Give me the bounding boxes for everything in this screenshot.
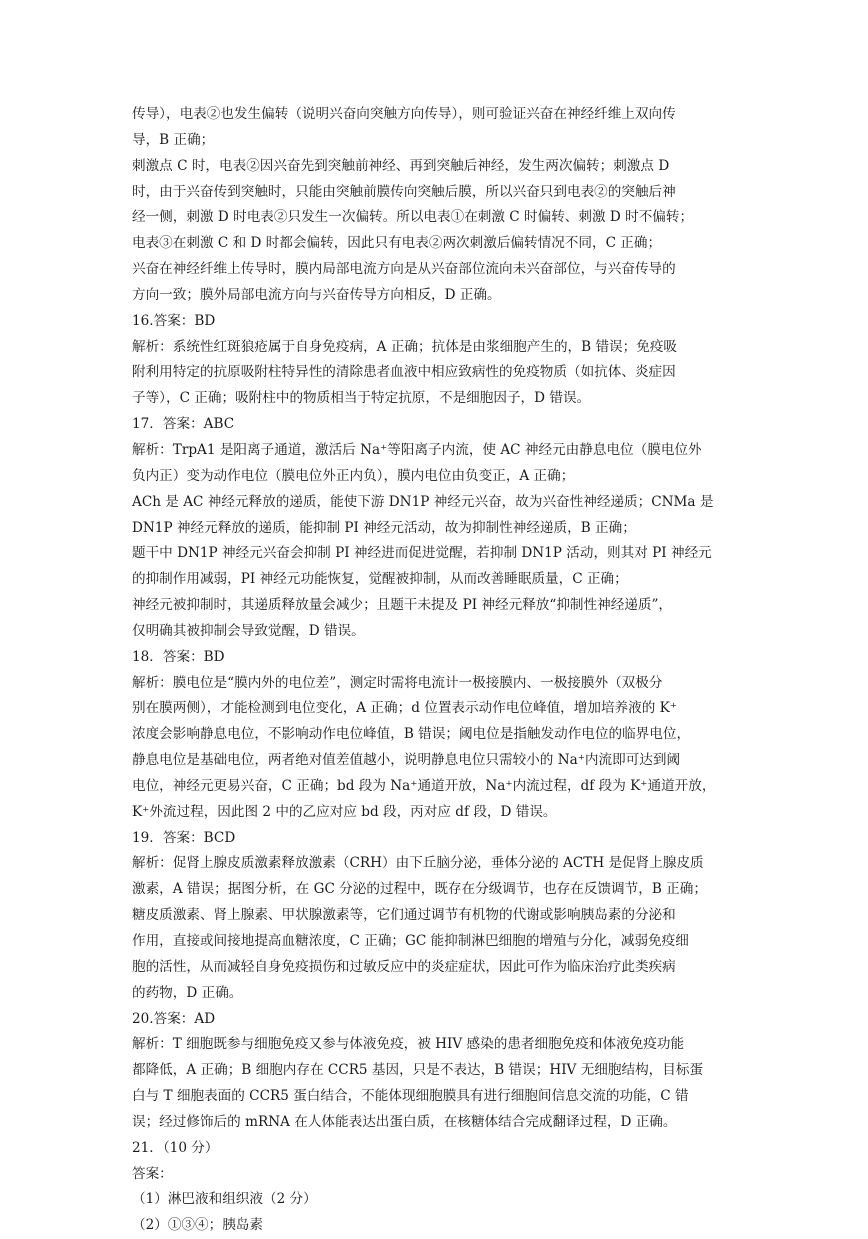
text-line: 题干中 DN1P 神经元兴奋会抑制 PI 神经进而促进觉醒，若抑制 DN1P 活动，则其对 PI 神经元 [132,545,712,562]
text-line: 附利用特定的抗原吸附柱特异性的清除患者血液中相应致病性的免疫物质（如抗体、炎症因 [132,364,676,381]
text-line: 激素，A 错误；据图分析，在 GC 分泌的过程中，既存在分级调节，也存在反馈调节，B 正确； [132,881,707,898]
text-line: 解析：促肾上腺皮质激素释放激素（CRH）由下丘脑分泌，垂体分泌的 ACTH 是促肾上腺皮质 [132,855,704,872]
text-line: 17．答案：ABC [132,416,235,433]
text-line: 神经元被抑制时，其递质释放量会减少；且题干未提及 PI 神经元释放“抑制性神经递质”， [132,597,673,614]
text-line: 解析：系统性红斑狼疮属于自身免疫病，A 正确；抗体是由浆细胞产生的，B 错误；免疫吸 [132,338,678,355]
text-line: DN1P 神经元释放的递质，能抑制 PI 神经元活动，故为抑制性神经递质，B 正确； [132,519,636,536]
text-line: 电表③在刺激 C 和 D 时都会偏转，因此只有电表②两次刺激后偏转情况不同，C 正确； [132,235,662,252]
text-line: （2）①③④；胰岛素 [132,1217,263,1234]
text-line: 18．答案：BD [132,648,225,665]
text-line: 16.答案：BD [132,312,216,329]
text-line: 20.答案：AD [132,1010,216,1027]
text-line: 误；经过修饰后的 mRNA 在人体能表达出蛋白质，在核糖体结合完成翻译过程，D 正确。 [132,1113,677,1130]
text-line: 静息电位是基础电位，两者绝对值差值越小，说明静息电位只需较小的 Na⁺内流即可达到阈 [132,752,681,769]
text-line: 别在膜两侧），才能检测到电位变化，A 正确；d 位置表示动作电位峰值，增加培养液的 K⁺ [132,700,677,717]
text-line: 仅明确其被抑制会导致觉醒，D 错误。 [132,622,365,639]
text-line: 负内正）变为动作电位（膜电位外正内负），膜内电位由负变正，A 正确； [132,467,575,484]
text-line: 19．答案：BCD [132,829,236,846]
answer-document [132,102,742,1239]
text-line: （1）淋巴液和组织液（2 分） [132,1191,317,1208]
text-line: 传导），电表②也发生偏转（说明兴奋向突触方向传导），则可验证兴奋在神经纤维上双向传 [132,106,676,122]
text-line: 白与 T 细胞表面的 CCR5 蛋白结合，不能体现细胞膜具有进行细胞间信息交流的功能，C 错 [132,1088,689,1105]
text-line: 答案： [132,1165,173,1182]
text-line: 方向一致；膜外局部电流方向与兴奋传导方向相反，D 正确。 [132,286,501,303]
text-line: 的药物，D 正确。 [132,984,243,1001]
text-line: 经一侧，刺激 D 时电表②只发生一次偏转。所以电表①在刺激 C 时偏转、刺激 D 时不偏转； [132,209,694,226]
text-line: 兴奋在神经纤维上传导时，膜内局部电流方向是从兴奋部位流向未兴奋部位，与兴奋传导的 [132,261,676,278]
text-line: 解析：膜电位是“膜内外的电位差”，测定时需将电流计一极接膜内、一极接膜外（双极分 [132,674,663,691]
text-line: 糖皮质激素、肾上腺素、甲状腺激素等，它们通过调节有机物的代谢或影响胰岛素的分泌和 [132,907,676,924]
text-line: 子等），C 正确；吸附柱中的物质相当于特定抗原，不是细胞因子，D 错误。 [132,390,591,407]
text-line: 时，由于兴奋传到突触时，只能由突触前膜传向突触后膜，所以兴奋只到电表②的突触后神 [132,183,676,200]
text-line: 的抑制作用减弱，PI 神经元功能恢复，觉醒被抑制，从而改善睡眠质量，C 正确； [132,571,628,588]
text-line: K⁺外流过程，因此图 2 中的乙应对应 bd 段，丙对应 df 段，D 错误。 [132,803,557,820]
text-line: 导，B 正确； [132,131,215,148]
text-line: 解析：T 细胞既参与细胞免疫又参与体液免疫，被 HIV 感染的患者细胞免疫和体液免疫功能 [132,1036,685,1053]
text-line: 浓度会影响静息电位，不影响动作电位峰值，B 错误；阈电位是指触发动作电位的临界电位， [132,726,691,743]
text-line: ACh 是 AC 神经元释放的递质，能使下游 DN1P 神经元兴奋，故为兴奋性神经递质；CNMa 是 [132,493,714,510]
text-line: 21．（10 分） [132,1139,219,1156]
text-line: 都降低，A 正确；B 细胞内存在 CCR5 基因，只是不表达，B 错误；HIV 无细胞结构，目标蛋 [132,1062,704,1079]
text-line: 胞的活性，从而减轻自身免疫损伤和过敏反应中的炎症症状，因此可作为临床治疗此类疾病 [132,958,676,975]
text-line: 作用，直接或间接地提高血糖浓度，C 正确；GC 能抑制淋巴细胞的增殖与分化，减弱免疫细 [132,933,689,949]
text-line: 刺激点 C 时，电表②因兴奋先到突触前神经、再到突触后神经，发生两次偏转；刺激点 D [132,157,670,174]
text-line: 解析：TrpA1 是阳离子通道，激活后 Na⁺等阳离子内流，使 AC 神经元由静息电位（膜电位外 [132,441,702,458]
text-line: 电位，神经元更易兴奋，C 正确；bd 段为 Na⁺通道开放，Na⁺内流过程，df 段为 K⁺通道开放， [132,777,716,794]
